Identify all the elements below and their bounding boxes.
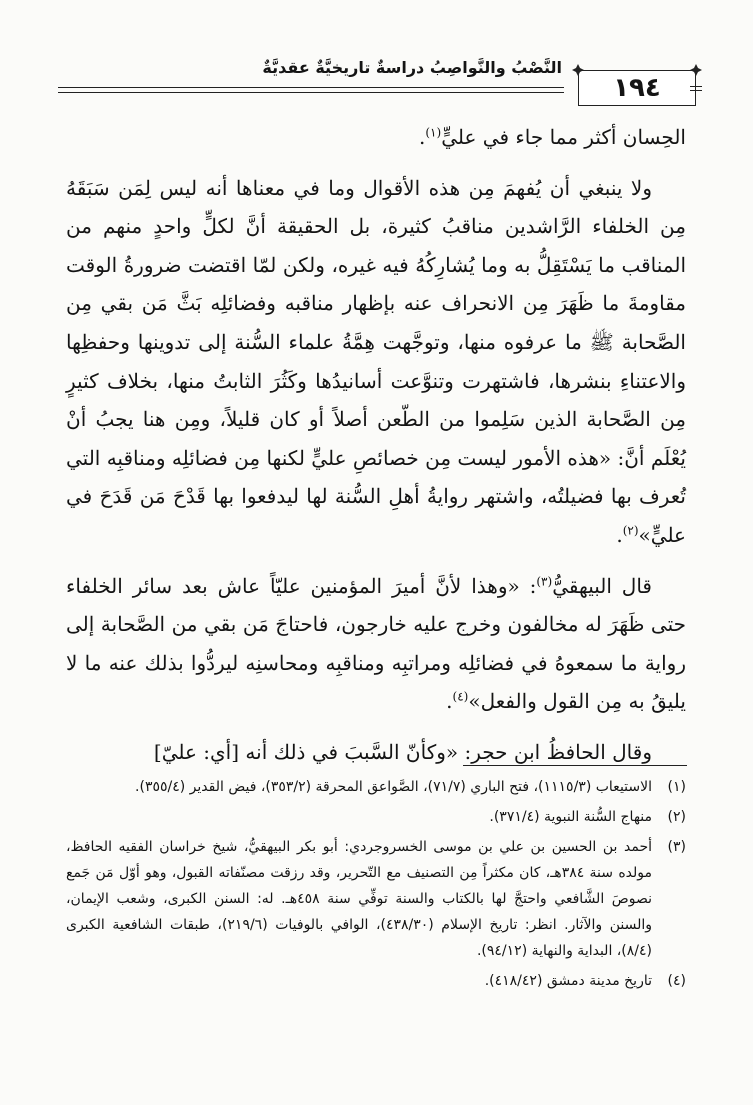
paragraph-text-cont: : «وهذا لأنَّ أميرَ المؤمنين عليّاً عاش بعد سائر الخلفاء حتى ظَهَرَ له مخالفون وخرج عليه خارجون، فاحتاجَ مَن بقي من الصَّحابة إلى رواية ما سمعوهُ في فضائلِه ومراتبِه ومناقبِه ومحاسنِه ليردُّوا بذلك عنه ما لا يليقُ به مِن القول والفعل» (66, 573, 686, 714)
footnote-ref: (٢) (622, 523, 639, 538)
header-rule (58, 87, 564, 88)
paragraph (66, 118, 686, 157)
paragraph-tail: . (419, 125, 426, 149)
footnote-number: (٢) (667, 809, 686, 825)
footnote (66, 804, 686, 830)
footnote (66, 834, 686, 964)
footnote-text: أحمد بن الحسين بن علي بن موسى الخسروجردي: أبو بكر البيهقيُّ، شيخ خراسان الفقيه الحافظ، مولده سنة ٣٨٤هـ، كان مكثراً مِن التصنيف مع التّحرير، وقد رزقت مصنّفاته القبول، وهو أوّل مَن جَمع نصوصَ الشَّافعي واحتجَّ لها بالكتاب والسنة توفِّي سنة ٤٥٨هـ. له: السنن الكبرى، وشعب الإيمان، والسنن والآثار. انظر: تاريخ الإسلام (٤٣٨/٣٠)، الوافي بالوفيات (٢١٩/٦)، طبقات الشافعية الكبرى (٨/٤)، البداية والنهاية (٩٤/١٢). (66, 839, 652, 959)
header-rule-double (58, 92, 564, 93)
paragraph-text: الحِسان أكثر مما جاء في عليٍّ (441, 125, 686, 149)
header-dashes (690, 86, 702, 94)
footnote (66, 774, 686, 800)
footnote-text: تاريخ مدينة دمشق (٤١٨/٤٢). (484, 973, 652, 989)
page-number: ١٩٤ (613, 73, 661, 103)
footnote-ref: (٣) (536, 573, 553, 588)
footnote-text: الاستيعاب (١١١٥/٣)، فتح الباري (٧١/٧)، الصَّواعق المحرقة (٣٥٣/٢)، فيض القدير (٣٥٥/٤). (135, 779, 652, 795)
footnote (66, 968, 686, 994)
footnotes (66, 774, 686, 998)
paragraph-text: ولا ينبغي أن يُفهمَ مِن هذه الأقوال وما في معناها أنه ليس لِمَن سَبَقَهُ مِن الخلفاء الرَّاشدين مناقبُ كثيرة، بل الحقيقة أنَّ لكلٍّ واحدٍ منهم من المناقب ما يَسْتَقِلُّ به وما يُشارِكُهُ فيه غيره، ولكن لمّا اقتضت ضرورةُ الوقت مقاومةَ ما ظَهَرَ مِن الانحراف عنه بإظهار مناقبه وفضائلِه بَثَّ مَن بقي مِن الصَّحابة ﷺ ما عرفوه منها، وتوجَّهت هِمَّةُ علماء السُّنة إلى تدوينها وحفظِها والاعتناءِ بنشرها، فاشتهرت وتنوَّعت أسانيدُها وكَثُرَ الثابتُ منها، بخلاف كثيرٍ مِن الصَّحابة الذين سَلِموا من الطّعن أصلاً أو كان قليلاً، ومِن هنا يجبُ أنْ يُعْلَم أنَّ: «هذه الأمور ليست مِن خصائصِ عليٍّ لكنها مِن فضائلِه ومناقبِه التي تُعرف بها فضيلتُه، واشتهر روايةُ أهلِ السُّنة لها ليدفعوا بها قَدْحَ مَن قَدَحَ في عليٍّ» (66, 175, 686, 547)
book-title: النَّصْبُ والنَّواصِبُ دراسةٌ تاريخيَّةٌ عقديَّةٌ (262, 58, 562, 77)
footnote-ref: (٤) (452, 689, 469, 704)
running-header (58, 52, 702, 114)
paragraph (66, 567, 686, 721)
footnote-ref: (١) (425, 125, 442, 140)
footnote-number: (٤) (667, 973, 686, 989)
footnote-number: (٣) (667, 839, 686, 855)
footnote-separator (463, 765, 687, 766)
footnote-number: (١) (667, 779, 686, 795)
paragraph-text: وقال الحافظُ ابن حجر: «وكأنّ السَّببَ في ذلك أنه [أي: عليّ] (153, 739, 652, 764)
paragraph-tail: . (446, 689, 453, 714)
paragraph (66, 169, 686, 555)
footnote-text: منهاج السُّنة النبوية (٣٧١/٤). (489, 809, 652, 825)
main-text (66, 118, 686, 772)
page-number-frame (578, 70, 696, 106)
paragraph-tail: . (616, 522, 623, 547)
paragraph-text: قال البيهقيُّ (552, 573, 652, 598)
